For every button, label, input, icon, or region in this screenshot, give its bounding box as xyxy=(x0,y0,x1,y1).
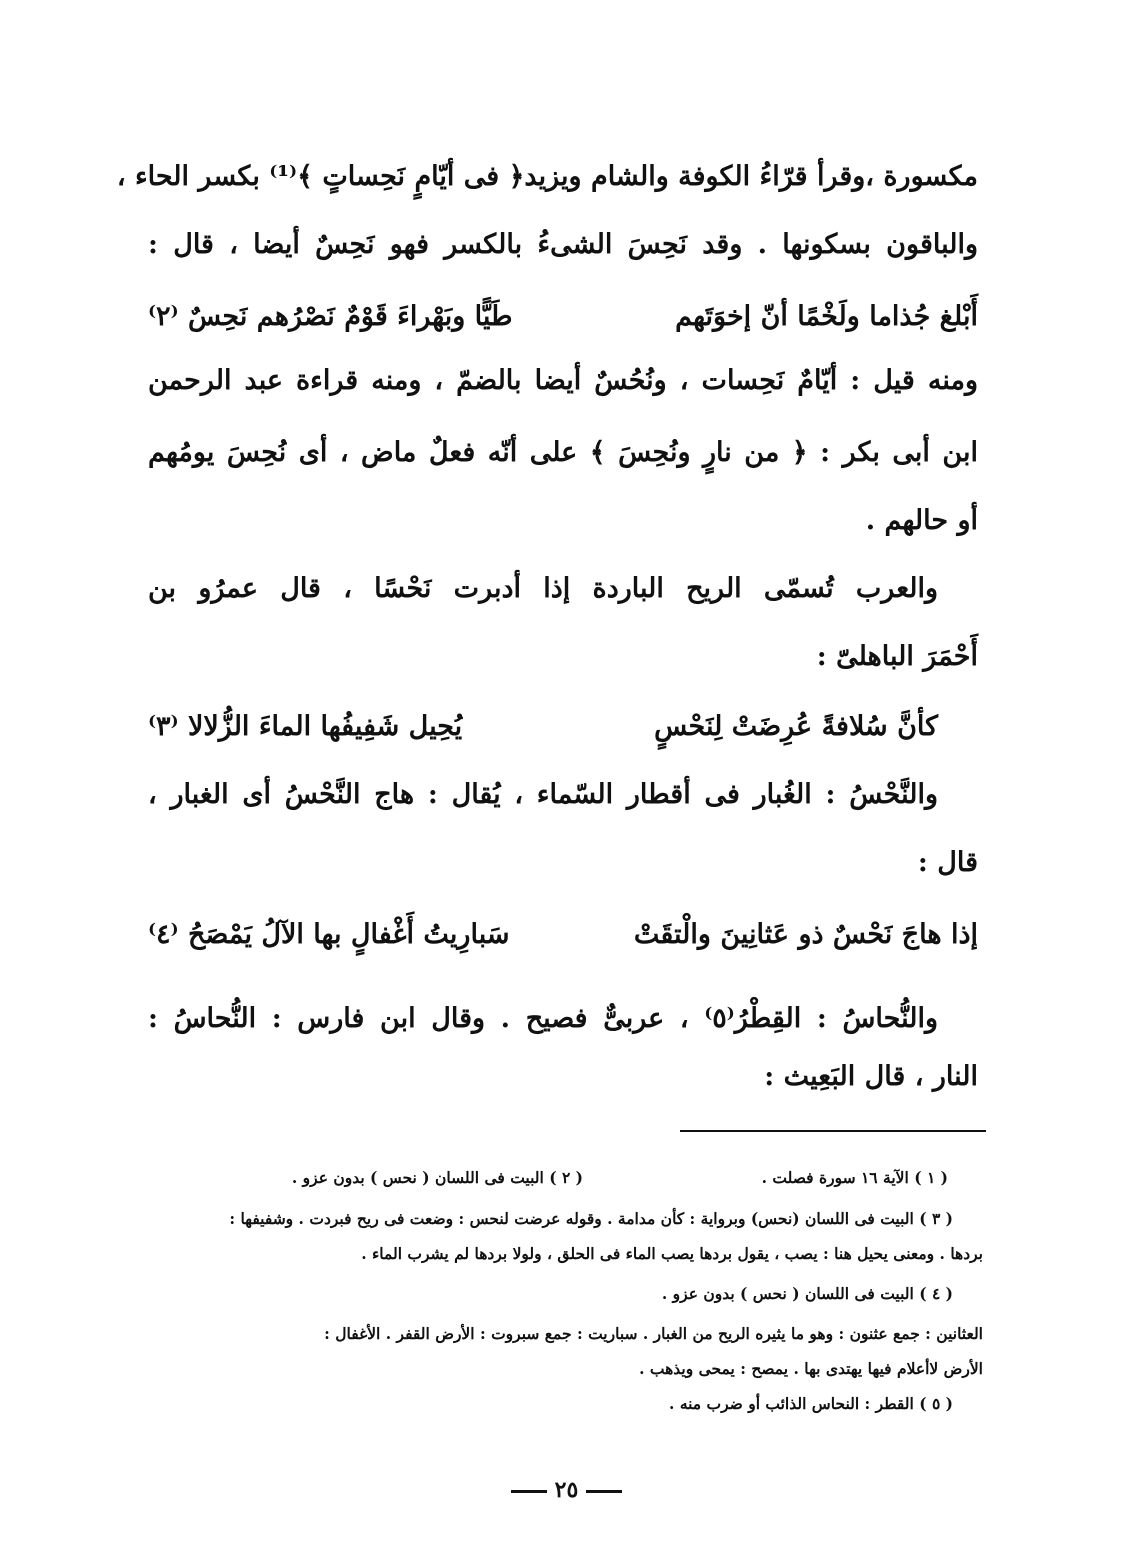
body-line-7: أَحْمَرَ الباهلىّ : xyxy=(816,641,978,672)
footnote-2: ( ٢ ) البيت فى اللسان ( نحس ) بدون عزو . xyxy=(291,1168,583,1187)
body-line-4: ابن أبى بكر : ﴿ من نارٍ ونُحِسَ ﴾ على أنّه فعلٌ ماض ، أى نُحِسَ يومُهم xyxy=(148,437,978,468)
body-line-5: أو حالهم . xyxy=(865,505,978,536)
body-line-1: مكسورة ،وقرأ قرّاءُ الكوفة والشام ويزيد﴿ فى أيّامٍ نَحِساتٍ ﴾⁽¹⁾ بكسر الحاء ، xyxy=(116,161,978,192)
verse-3-first-hemistich: إذا هاجَ نَحْسٌ ذو عَثانِينَ والْتقَتْ xyxy=(633,919,978,950)
footnote-4-line-3: الأرض لاأعلام فيها يهتدى بها . يمصح : يمحى ويذهب . xyxy=(639,1359,983,1378)
footnote-4-line-2: العثانين : جمع عثنون : وهو ما يثيره الريح من الغبار . سباريت : جمع سبروت : الأرض القفر . الأغفال : xyxy=(324,1324,983,1343)
footnote-row-1-2 xyxy=(188,1168,948,1190)
body-line-3: ومنه قيل : أيّامٌ نَحِسات ، ونُحُسٌ أيضا بالضمّ ، ومنه قراءة عبد الرحمن xyxy=(148,365,978,396)
body-line-2: والباقون بسكونها . وقد نَحِسَ الشىءُ بالكسر فهو نَحِسٌ أيضا ، قال : xyxy=(148,229,978,260)
footnote-4-line-1: ( ٤ ) البيت فى اللسان ( نحس ) بدون عزو . xyxy=(661,1284,953,1303)
footnote-3-line-2: بردها . ومعنى يحيل هنا : يصب ، يقول بردها يصب الماء فى الحلق ، ولولا بردها لم يشرب الماء . xyxy=(361,1244,983,1263)
body-line-11: النار ، قال البَعِيث : xyxy=(764,1061,978,1092)
page-number-value: ٢٥ xyxy=(554,1477,579,1503)
verse-2-second-hemistich: يُحِيل شَفِيفُها الماءَ الزُّلالا ⁽٣⁾ xyxy=(148,711,463,742)
verse-1-first-hemistich: أَبْلغ جُذاما ولَخْمًا أنّ إخوَتَهم xyxy=(675,301,978,332)
page-number xyxy=(0,1477,1133,1503)
verse-1-second-hemistich: طَيًّا وبَهْراءَ قَوْمٌ نَصْرُهم نَحِسٌ ⁽٢⁾ xyxy=(148,301,513,332)
body-line-8: والنَّحْسُ : الغُبار فى أقطار السّماء ، يُقال : هاج النَّحْسُ أى الغبار ، xyxy=(148,779,938,810)
verse-2-first-hemistich: كأنَّ سُلافةً عُرِضَتْ لِنَحْسٍ xyxy=(654,711,938,742)
footnote-1: ( ١ ) الآية ١٦ سورة فصلت . xyxy=(761,1168,948,1187)
footnote-separator xyxy=(680,1130,986,1132)
body-line-10: والنُّحاسُ : القِطْرُ⁽٥⁾ ، عربىٌّ فصيح . وقال ابن فارس : النُّحاسُ : xyxy=(148,1003,938,1034)
footnote-3-line-1: ( ٣ ) البيت فى اللسان (نحس) وبرواية : كأن مدامة . وقوله عرضت لنحس : وضعت فى ريح فبردت . وشفيفها : xyxy=(229,1209,953,1228)
page-number-dash-left xyxy=(511,1490,547,1493)
page-number-dash-right xyxy=(586,1490,622,1493)
body-line-6: والعرب تُسمّى الريح الباردة إذا أدبرت نَحْسًا ، قال عمرُو بن xyxy=(148,573,938,604)
verse-3-second-hemistich: سَبارِيتُ أَغْفالٍ بها الآلُ يَمْصَحُ ⁽٤⁾ xyxy=(148,919,510,950)
body-line-9: قال : xyxy=(917,847,978,878)
footnote-5: ( ٥ ) القطر : النحاس الذائب أو ضرب منه . xyxy=(669,1394,953,1413)
